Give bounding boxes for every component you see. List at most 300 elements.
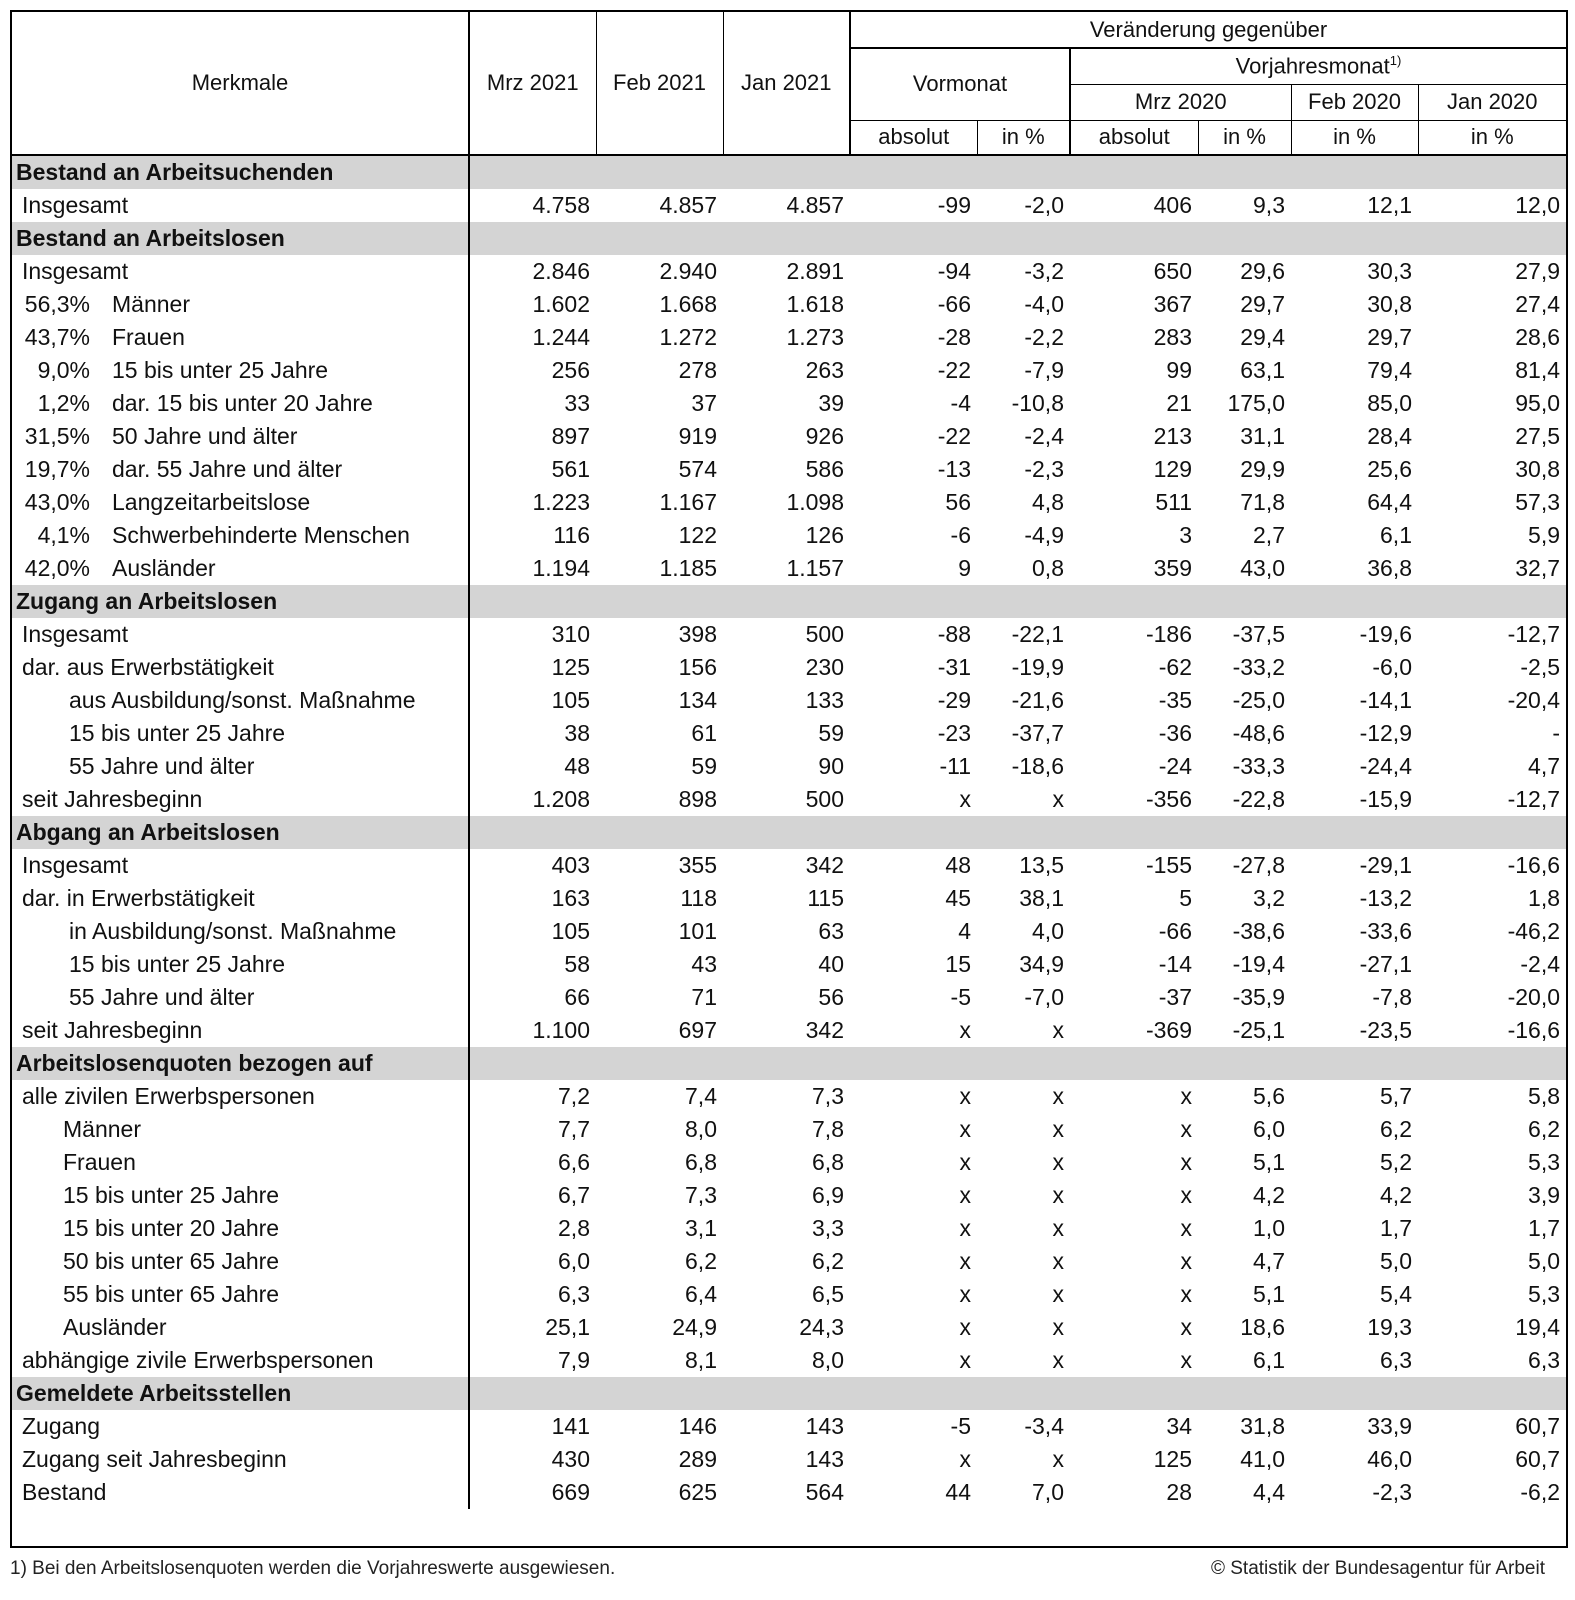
value-cell: 46,0 (1367, 1446, 1412, 1472)
value-cell: x (959, 1281, 971, 1307)
value-cell: x (1052, 1017, 1064, 1043)
value-cell: -27,8 (1232, 852, 1285, 878)
value-cell: 1.273 (786, 324, 844, 350)
value-cell: 8,0 (685, 1116, 717, 1142)
value-cell: 3,2 (1253, 885, 1285, 911)
value-cell: 6,5 (812, 1281, 844, 1307)
row-label: 50 Jahre und älter (112, 423, 298, 449)
value-cell: 367 (1153, 291, 1192, 317)
row-label: 15 bis unter 25 Jahre (112, 357, 329, 383)
value-cell: 4,7 (1528, 753, 1561, 779)
value-cell: -10,8 (1011, 390, 1064, 416)
section-title: Bestand an Arbeitsuchenden (12, 156, 469, 189)
value-cell: -23,5 (1359, 1017, 1412, 1043)
row-label: 15 bis unter 25 Jahre (63, 1182, 280, 1208)
value-cell: 1.223 (532, 489, 590, 515)
value-cell: 1.098 (786, 489, 844, 515)
value-cell: 213 (1153, 423, 1192, 449)
table-row (12, 1476, 1566, 1509)
value-cell: 116 (553, 522, 590, 548)
value-cell: 2.846 (532, 258, 590, 284)
value-cell: 310 (551, 621, 590, 647)
value-cell: 29,6 (1240, 258, 1285, 284)
value-cell: 12,0 (1515, 192, 1561, 218)
value-cell: 64,4 (1367, 489, 1412, 515)
value-cell: 129 (1153, 456, 1192, 482)
row-label: seit Jahresbeginn (22, 786, 203, 812)
value-cell: -66 (937, 291, 971, 317)
value-cell: -35,9 (1232, 984, 1285, 1010)
row-label: abhängige zivile Erwerbspersonen (22, 1347, 374, 1373)
row-label: 55 bis unter 65 Jahre (63, 1281, 280, 1307)
value-cell: 6,6 (558, 1149, 590, 1175)
value-cell: 6,8 (685, 1149, 717, 1175)
table-row (12, 1278, 1566, 1311)
value-cell: 7,0 (1032, 1479, 1064, 1505)
value-cell: 4,0 (1032, 918, 1064, 944)
row-label-cell (12, 321, 469, 354)
row-label: Frauen (63, 1149, 136, 1175)
section-header (12, 156, 1566, 189)
row-label-cell (12, 981, 469, 1014)
header-month-1: Mrz 2021 (469, 12, 596, 154)
value-cell: 278 (678, 357, 717, 383)
table-row (12, 1212, 1566, 1245)
value-cell: 430 (551, 1446, 590, 1472)
value-cell: -12,9 (1359, 720, 1412, 746)
value-cell: 45 (945, 885, 971, 911)
value-cell: 4 (958, 918, 971, 944)
section-header (12, 1047, 1566, 1080)
value-cell: 134 (678, 687, 717, 713)
row-label: Insgesamt (22, 192, 129, 218)
value-cell: 4,4 (1253, 1479, 1285, 1505)
row-label: Insgesamt (22, 258, 129, 284)
table-row (12, 882, 1566, 915)
table-row (12, 519, 1566, 552)
value-cell: x (1180, 1083, 1192, 1109)
value-cell: 43,0 (1240, 555, 1285, 581)
value-cell: 6,3 (558, 1281, 590, 1307)
value-cell: x (1052, 1116, 1064, 1142)
value-cell: 105 (551, 918, 590, 944)
value-cell: x (1180, 1281, 1192, 1307)
value-cell: -33,3 (1232, 753, 1285, 779)
value-cell: 24,9 (672, 1314, 717, 1340)
value-cell: 5,3 (1528, 1281, 1561, 1307)
value-cell: 4.857 (786, 192, 844, 218)
value-cell: 1.668 (659, 291, 717, 317)
row-label: Bestand (22, 1479, 107, 1505)
value-cell: x (1180, 1182, 1192, 1208)
value-cell: 8,0 (812, 1347, 844, 1373)
row-label-cell (12, 717, 469, 750)
value-cell: 39 (818, 390, 844, 416)
value-cell: 60,7 (1515, 1413, 1561, 1439)
row-label: 55 Jahre und älter (69, 753, 255, 779)
value-cell: -88 (937, 621, 971, 647)
value-cell: 2.940 (659, 258, 717, 284)
value-cell: 25,6 (1367, 456, 1412, 482)
table-row (12, 189, 1566, 222)
value-cell: -2,2 (1024, 324, 1064, 350)
value-cell: 163 (551, 885, 590, 911)
value-cell: -25,1 (1232, 1017, 1285, 1043)
value-cell: -22,8 (1232, 786, 1285, 812)
value-cell: 4,2 (1253, 1182, 1285, 1208)
value-cell: 6,2 (1380, 1116, 1412, 1142)
value-cell: 43 (691, 951, 717, 977)
value-cell: 7,3 (685, 1182, 717, 1208)
value-cell: -6,0 (1372, 654, 1412, 680)
row-label-cell (12, 453, 469, 486)
section-title: Arbeitslosenquoten bezogen auf (12, 1047, 469, 1080)
row-share: 1,2% (37, 390, 90, 416)
value-cell: 926 (805, 423, 844, 449)
value-cell: 85,0 (1367, 390, 1412, 416)
value-cell: -2,3 (1372, 1479, 1412, 1505)
value-cell: 897 (551, 423, 590, 449)
row-label: 15 bis unter 20 Jahre (63, 1215, 280, 1241)
value-cell: -24 (1158, 753, 1192, 779)
value-cell: 44 (945, 1479, 971, 1505)
value-cell: 30,8 (1367, 291, 1412, 317)
row-label-cell (12, 486, 469, 519)
value-cell: 48 (945, 852, 971, 878)
table-row (12, 1245, 1566, 1278)
section-fill (469, 1377, 1566, 1410)
value-cell: -2,4 (1520, 951, 1561, 977)
value-cell: 6,8 (812, 1149, 844, 1175)
value-cell: 289 (678, 1446, 717, 1472)
value-cell: 122 (678, 522, 717, 548)
value-cell: 33,9 (1367, 1413, 1412, 1439)
table-row (12, 420, 1566, 453)
value-cell: 1.157 (786, 555, 844, 581)
value-cell: 898 (678, 786, 717, 812)
row-label-cell (12, 684, 469, 717)
value-cell: 5,3 (1528, 1149, 1561, 1175)
row-share: 43,7% (24, 324, 90, 350)
value-cell: 1.194 (532, 555, 590, 581)
value-cell: x (1052, 1215, 1064, 1241)
section-title: Zugang an Arbeitslosen (12, 585, 469, 618)
row-label-cell (12, 1212, 469, 1245)
row-label-cell (12, 1146, 469, 1179)
row-label-cell (12, 552, 469, 585)
value-cell: -20,4 (1507, 687, 1561, 713)
header-feb2020: Feb 2020 (1291, 84, 1418, 120)
value-cell: -4,9 (1024, 522, 1064, 548)
value-cell: 1.208 (532, 786, 590, 812)
value-cell: x (959, 1347, 971, 1373)
value-cell: 0,8 (1032, 555, 1064, 581)
value-cell: 34,9 (1019, 951, 1064, 977)
value-cell: 500 (805, 621, 844, 647)
table-row (12, 618, 1566, 651)
value-cell: 7,4 (685, 1083, 717, 1109)
value-cell: 9,3 (1253, 192, 1285, 218)
value-cell: 6,2 (1528, 1116, 1561, 1142)
value-cell: 1.167 (659, 489, 717, 515)
value-cell: 57,3 (1515, 489, 1561, 515)
value-cell: -14,1 (1359, 687, 1412, 713)
row-label: Ausländer (112, 555, 216, 581)
row-label-cell (12, 420, 469, 453)
value-cell: -13 (937, 456, 971, 482)
row-label-cell (12, 1080, 469, 1113)
value-cell: -12,7 (1507, 786, 1561, 812)
value-cell: 355 (678, 852, 717, 878)
value-cell: -16,6 (1507, 1017, 1561, 1043)
row-label-cell (12, 750, 469, 783)
value-cell: -29,1 (1359, 852, 1412, 878)
value-cell: 25,1 (545, 1314, 590, 1340)
value-cell: 5,0 (1528, 1248, 1561, 1274)
row-share: 4,1% (37, 522, 90, 548)
value-cell: 38,1 (1019, 885, 1064, 911)
value-cell: 5,9 (1528, 522, 1561, 548)
value-cell: 6,3 (1380, 1347, 1412, 1373)
value-cell: 2,7 (1253, 522, 1285, 548)
value-cell: 71,8 (1240, 489, 1285, 515)
row-share: 9,0% (37, 357, 90, 383)
row-label: dar. 55 Jahre und älter (112, 456, 343, 482)
header-mrz2020-absolut: absolut (1070, 120, 1198, 154)
value-cell: 1.602 (532, 291, 590, 317)
value-cell: -19,9 (1011, 654, 1064, 680)
value-cell: 6,3 (1528, 1347, 1561, 1373)
header-jan2020-pct: in % (1470, 124, 1514, 150)
row-label-cell (12, 1476, 469, 1509)
header-mrz2020-pct: in % (1198, 120, 1291, 154)
value-cell: x (959, 1083, 971, 1109)
value-cell: 133 (805, 687, 844, 713)
value-cell: -15,9 (1359, 786, 1412, 812)
value-cell: 60,7 (1515, 1446, 1561, 1472)
row-label: 15 bis unter 25 Jahre (69, 951, 286, 977)
value-cell: 6,1 (1253, 1347, 1285, 1373)
value-cell: 56 (818, 984, 844, 1010)
header-vorjahresmonat-label: Vorjahresmonat (1235, 53, 1390, 79)
row-label-cell (12, 651, 469, 684)
value-cell: 919 (678, 423, 717, 449)
value-cell: -369 (1145, 1017, 1192, 1043)
value-cell: 7,8 (812, 1116, 844, 1142)
row-label: aus Ausbildung/sonst. Maßnahme (69, 687, 416, 713)
table-row (12, 651, 1566, 684)
value-cell: x (959, 1149, 971, 1175)
value-cell: x (959, 1182, 971, 1208)
row-label: Zugang (22, 1413, 101, 1439)
value-cell: 29,9 (1240, 456, 1285, 482)
row-label: dar. aus Erwerbstätigkeit (22, 654, 274, 680)
value-cell: 156 (678, 654, 717, 680)
value-cell: 143 (805, 1413, 844, 1439)
value-cell: 61 (691, 720, 717, 746)
value-cell: x (1180, 1215, 1192, 1241)
value-cell: -12,7 (1507, 621, 1561, 647)
value-cell: 1.244 (532, 324, 590, 350)
value-cell: 263 (805, 357, 844, 383)
value-cell: 56 (945, 489, 971, 515)
row-label-cell (12, 288, 469, 321)
value-cell: 256 (551, 357, 590, 383)
section-header (12, 1377, 1566, 1410)
value-cell: -155 (1145, 852, 1192, 878)
value-cell: -66 (1158, 918, 1192, 944)
header-vorjahresmonat (1070, 48, 1566, 84)
value-cell: 27,4 (1515, 291, 1561, 317)
source-credit: © Statistik der Bundesagentur für Arbeit (1210, 1558, 1545, 1579)
value-cell: 31,1 (1240, 423, 1285, 449)
value-cell: -7,9 (1024, 357, 1064, 383)
value-cell: 141 (551, 1413, 590, 1439)
row-label: 15 bis unter 25 Jahre (69, 720, 286, 746)
value-cell: -28 (937, 324, 971, 350)
row-label: dar. in Erwerbstätigkeit (22, 885, 255, 911)
table-row (12, 387, 1566, 420)
value-cell: 4,7 (1253, 1248, 1285, 1274)
footnote: 1) Bei den Arbeitslosenquoten werden die Vorjahreswerte ausgewiesen. (10, 1558, 616, 1579)
value-cell: 29,4 (1240, 324, 1285, 350)
value-cell: 27,9 (1515, 258, 1561, 284)
value-cell: -3,4 (1024, 1413, 1064, 1439)
table-row (12, 981, 1566, 1014)
header-month-2: Feb 2021 (596, 12, 723, 154)
value-cell: -62 (1158, 654, 1192, 680)
value-cell: x (1052, 786, 1064, 812)
row-label-cell (12, 882, 469, 915)
value-cell: 7,7 (558, 1116, 590, 1142)
table-row (12, 948, 1566, 981)
table-row (12, 453, 1566, 486)
value-cell: 13,5 (1019, 852, 1064, 878)
value-cell: 29,7 (1240, 291, 1285, 317)
value-cell: -37,7 (1011, 720, 1064, 746)
value-cell: x (959, 1215, 971, 1241)
table-row (12, 1113, 1566, 1146)
value-cell: 5,6 (1253, 1083, 1285, 1109)
value-cell: -5 (950, 984, 971, 1010)
row-label-cell (12, 519, 469, 552)
value-cell: x (1052, 1347, 1064, 1373)
value-cell: 650 (1153, 258, 1192, 284)
value-cell: 19,4 (1515, 1314, 1561, 1340)
value-cell: 2,8 (558, 1215, 590, 1241)
table-row (12, 915, 1566, 948)
value-cell: -37 (1158, 984, 1192, 1010)
value-cell: 359 (1153, 555, 1192, 581)
value-cell: 500 (805, 786, 844, 812)
value-cell: 30,8 (1515, 456, 1561, 482)
row-label: 50 bis unter 65 Jahre (63, 1248, 280, 1274)
value-cell: 59 (691, 753, 717, 779)
row-share: 56,3% (24, 291, 90, 317)
value-cell: 7,9 (558, 1347, 590, 1373)
value-cell: x (1052, 1446, 1064, 1472)
table-row (12, 1080, 1566, 1113)
value-cell: 41,0 (1240, 1446, 1285, 1472)
row-label-cell (12, 1344, 469, 1377)
value-cell: -11 (939, 753, 971, 779)
value-cell: 24,3 (799, 1314, 844, 1340)
value-cell: 30,3 (1367, 258, 1412, 284)
value-cell: 6,1 (1380, 522, 1412, 548)
value-cell: 29,7 (1367, 324, 1412, 350)
value-cell: -14 (1158, 951, 1192, 977)
value-cell: 406 (1153, 192, 1192, 218)
value-cell: -33,6 (1359, 918, 1412, 944)
value-cell: 1.100 (532, 1017, 590, 1043)
row-label: Langzeitarbeitslose (112, 489, 311, 515)
row-label: Zugang seit Jahresbeginn (22, 1446, 287, 1472)
table-body (12, 156, 1566, 1509)
value-cell: 115 (807, 885, 844, 911)
value-cell: 6,9 (812, 1182, 844, 1208)
section-title: Bestand an Arbeitslosen (12, 222, 469, 255)
section-header (12, 222, 1566, 255)
row-label-cell (12, 1245, 469, 1278)
table-row (12, 1014, 1566, 1047)
value-cell: 697 (678, 1017, 717, 1043)
row-share: 31,5% (24, 423, 90, 449)
row-label: Männer (63, 1116, 141, 1142)
value-cell: -5 (950, 1413, 971, 1439)
value-cell: -4,0 (1024, 291, 1064, 317)
value-cell: x (1052, 1281, 1064, 1307)
header-veraenderung: Veränderung gegenüber (850, 12, 1566, 48)
value-cell: 105 (551, 687, 590, 713)
value-cell: -38,6 (1232, 918, 1285, 944)
value-cell: 1.618 (786, 291, 844, 317)
row-label-cell (12, 783, 469, 816)
section-title: Abgang an Arbeitslosen (12, 816, 469, 849)
row-share: 42,0% (24, 555, 90, 581)
value-cell: 7,2 (558, 1083, 590, 1109)
row-label: alle zivilen Erwerbspersonen (22, 1083, 315, 1109)
value-cell: x (959, 1017, 971, 1043)
value-cell: -16,6 (1507, 852, 1561, 878)
value-cell: 28 (1166, 1479, 1192, 1505)
row-label-cell (12, 1410, 469, 1443)
value-cell: -18,6 (1011, 753, 1064, 779)
value-cell: -19,4 (1232, 951, 1285, 977)
row-label-cell (12, 1278, 469, 1311)
table-row (12, 486, 1566, 519)
statistics-table (10, 10, 1568, 1548)
value-cell: 6,4 (685, 1281, 717, 1307)
table-row (12, 321, 1566, 354)
value-cell: 19,3 (1367, 1314, 1412, 1340)
value-cell: -46,2 (1507, 918, 1561, 944)
value-cell: -356 (1145, 786, 1192, 812)
value-cell: -22 (937, 357, 971, 383)
value-cell: 63,1 (1240, 357, 1285, 383)
row-label: seit Jahresbeginn (22, 1017, 203, 1043)
value-cell: 564 (805, 1479, 844, 1505)
value-cell: -3,2 (1024, 258, 1064, 284)
value-cell: 95,0 (1515, 390, 1561, 416)
value-cell: -2,0 (1024, 192, 1064, 218)
row-label: in Ausbildung/sonst. Maßnahme (69, 918, 397, 944)
value-cell: -4 (950, 390, 971, 416)
value-cell: 126 (805, 522, 844, 548)
value-cell: -33,2 (1232, 654, 1285, 680)
value-cell: 9 (958, 555, 971, 581)
value-cell: -13,2 (1359, 885, 1412, 911)
value-cell: 4,2 (1380, 1182, 1412, 1208)
